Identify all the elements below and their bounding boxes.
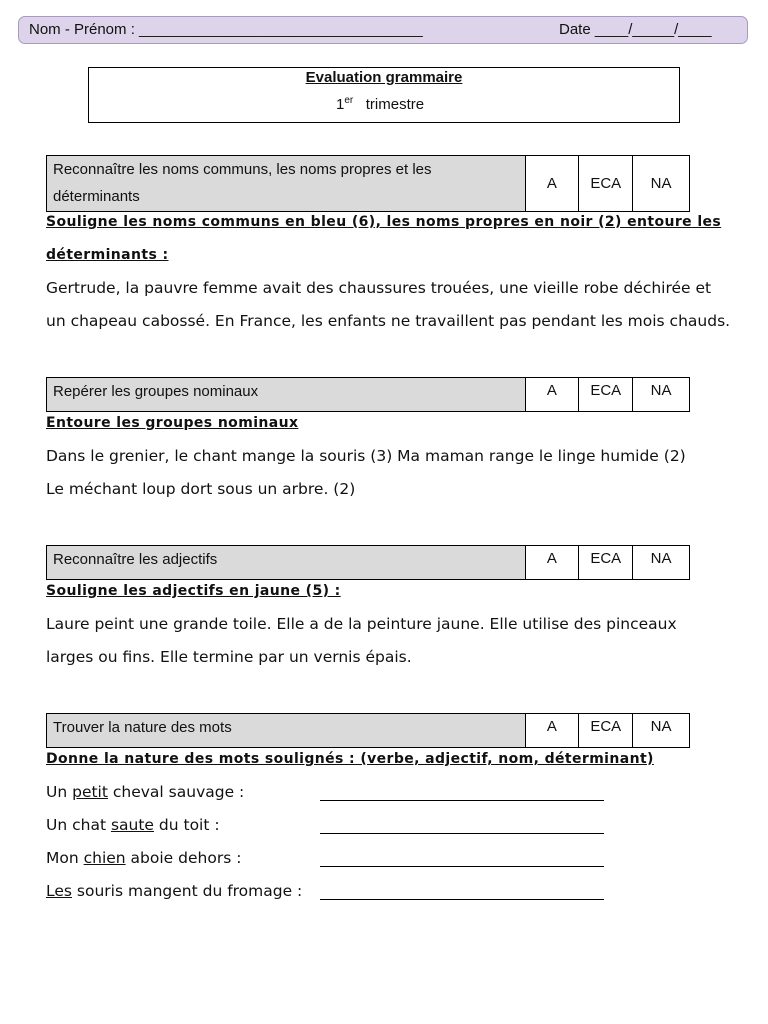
word-nature-item	[46, 882, 302, 900]
grade-a-cell[interactable]: A	[526, 378, 580, 411]
grade-eca-cell[interactable]: ECA	[579, 378, 633, 411]
answer-line[interactable]	[320, 883, 604, 900]
exercise-text-line: Laure peint une grande toile. Elle a de la peinture jaune. Elle utilise des pinceaux	[46, 615, 677, 633]
date-field[interactable]: Date ____/_____/____	[559, 21, 712, 38]
term-label	[336, 95, 424, 113]
instruction-continued: déterminants :	[46, 247, 169, 263]
instruction: Souligne les adjectifs en jaune (5) :	[46, 583, 341, 599]
answer-line[interactable]	[320, 817, 604, 834]
item-text: Un	[46, 783, 73, 801]
grade-na-cell[interactable]: NA	[650, 550, 672, 567]
item-text: Mon	[46, 849, 84, 867]
skill-row-4	[46, 713, 690, 748]
header-bar	[18, 16, 748, 44]
grade-na-cell[interactable]: NA	[650, 382, 672, 399]
title-box	[88, 67, 680, 123]
word-nature-item	[46, 816, 220, 834]
grade-eca-cell[interactable]: ECA	[579, 714, 633, 747]
grade-na-cell[interactable]: NA	[650, 718, 672, 735]
name-field[interactable]: Nom - Prénom : __________________________________	[29, 21, 423, 38]
item-text: souris mangent du fromage :	[71, 882, 303, 900]
underlined-word: chien	[83, 849, 126, 867]
skill-label: Repérer les groupes nominaux	[47, 378, 526, 411]
item-text: aboie dehors :	[125, 849, 242, 867]
grade-a-cell[interactable]: A	[526, 546, 580, 579]
skill-label: Trouver la nature des mots	[47, 714, 526, 747]
answer-line[interactable]	[320, 784, 604, 801]
grade-a-cell[interactable]: A	[526, 156, 580, 211]
exercise-text-line: Gertrude, la pauvre femme avait des chaussures trouées, une vieille robe déchirée et	[46, 279, 712, 297]
item-text: Un chat	[46, 816, 111, 834]
skill-row-1	[46, 155, 690, 212]
skill-label: Reconnaître les adjectifs	[47, 546, 526, 579]
underlined-word: Les	[46, 882, 72, 900]
word-nature-item	[46, 783, 244, 801]
exercise-text-line: larges ou fins. Elle termine par un vernis épais.	[46, 648, 412, 666]
instruction: Donne la nature des mots soulignés : (verbe, adjectif, nom, déterminant)	[46, 751, 654, 767]
exercise-text-line: Dans le grenier, le chant mange la souris (3) Ma maman range le linge humide (2)	[46, 447, 686, 465]
term-suffix: er	[344, 95, 354, 106]
skill-row-2	[46, 377, 690, 412]
grade-na-cell[interactable]: NA	[650, 174, 672, 192]
skill-label: Reconnaître les noms communs, les noms propres et les déterminants	[47, 156, 526, 211]
instruction: Entoure les groupes nominaux	[46, 415, 299, 431]
instruction: Souligne les noms communs en bleu (6), les noms propres en noir (2) entoure les	[46, 214, 722, 230]
item-text: du toit :	[153, 816, 220, 834]
exercise-text-line: Le méchant loup dort sous un arbre. (2)	[46, 480, 356, 498]
underlined-word: petit	[72, 783, 108, 801]
item-text: cheval sauvage :	[107, 783, 245, 801]
term-number: 1	[336, 96, 345, 113]
grade-eca-cell[interactable]: ECA	[579, 156, 633, 211]
grade-a-cell[interactable]: A	[526, 714, 580, 747]
underlined-word: saute	[110, 816, 154, 834]
word-nature-item	[46, 849, 241, 867]
exercise-text-line: un chapeau cabossé. En France, les enfants ne travaillent pas pendant les mois chauds.	[46, 312, 731, 330]
term-word: trimestre	[365, 96, 425, 113]
answer-line[interactable]	[320, 850, 604, 867]
skill-row-3	[46, 545, 690, 580]
grade-eca-cell[interactable]: ECA	[579, 546, 633, 579]
page-title: Evaluation grammaire	[305, 69, 463, 86]
